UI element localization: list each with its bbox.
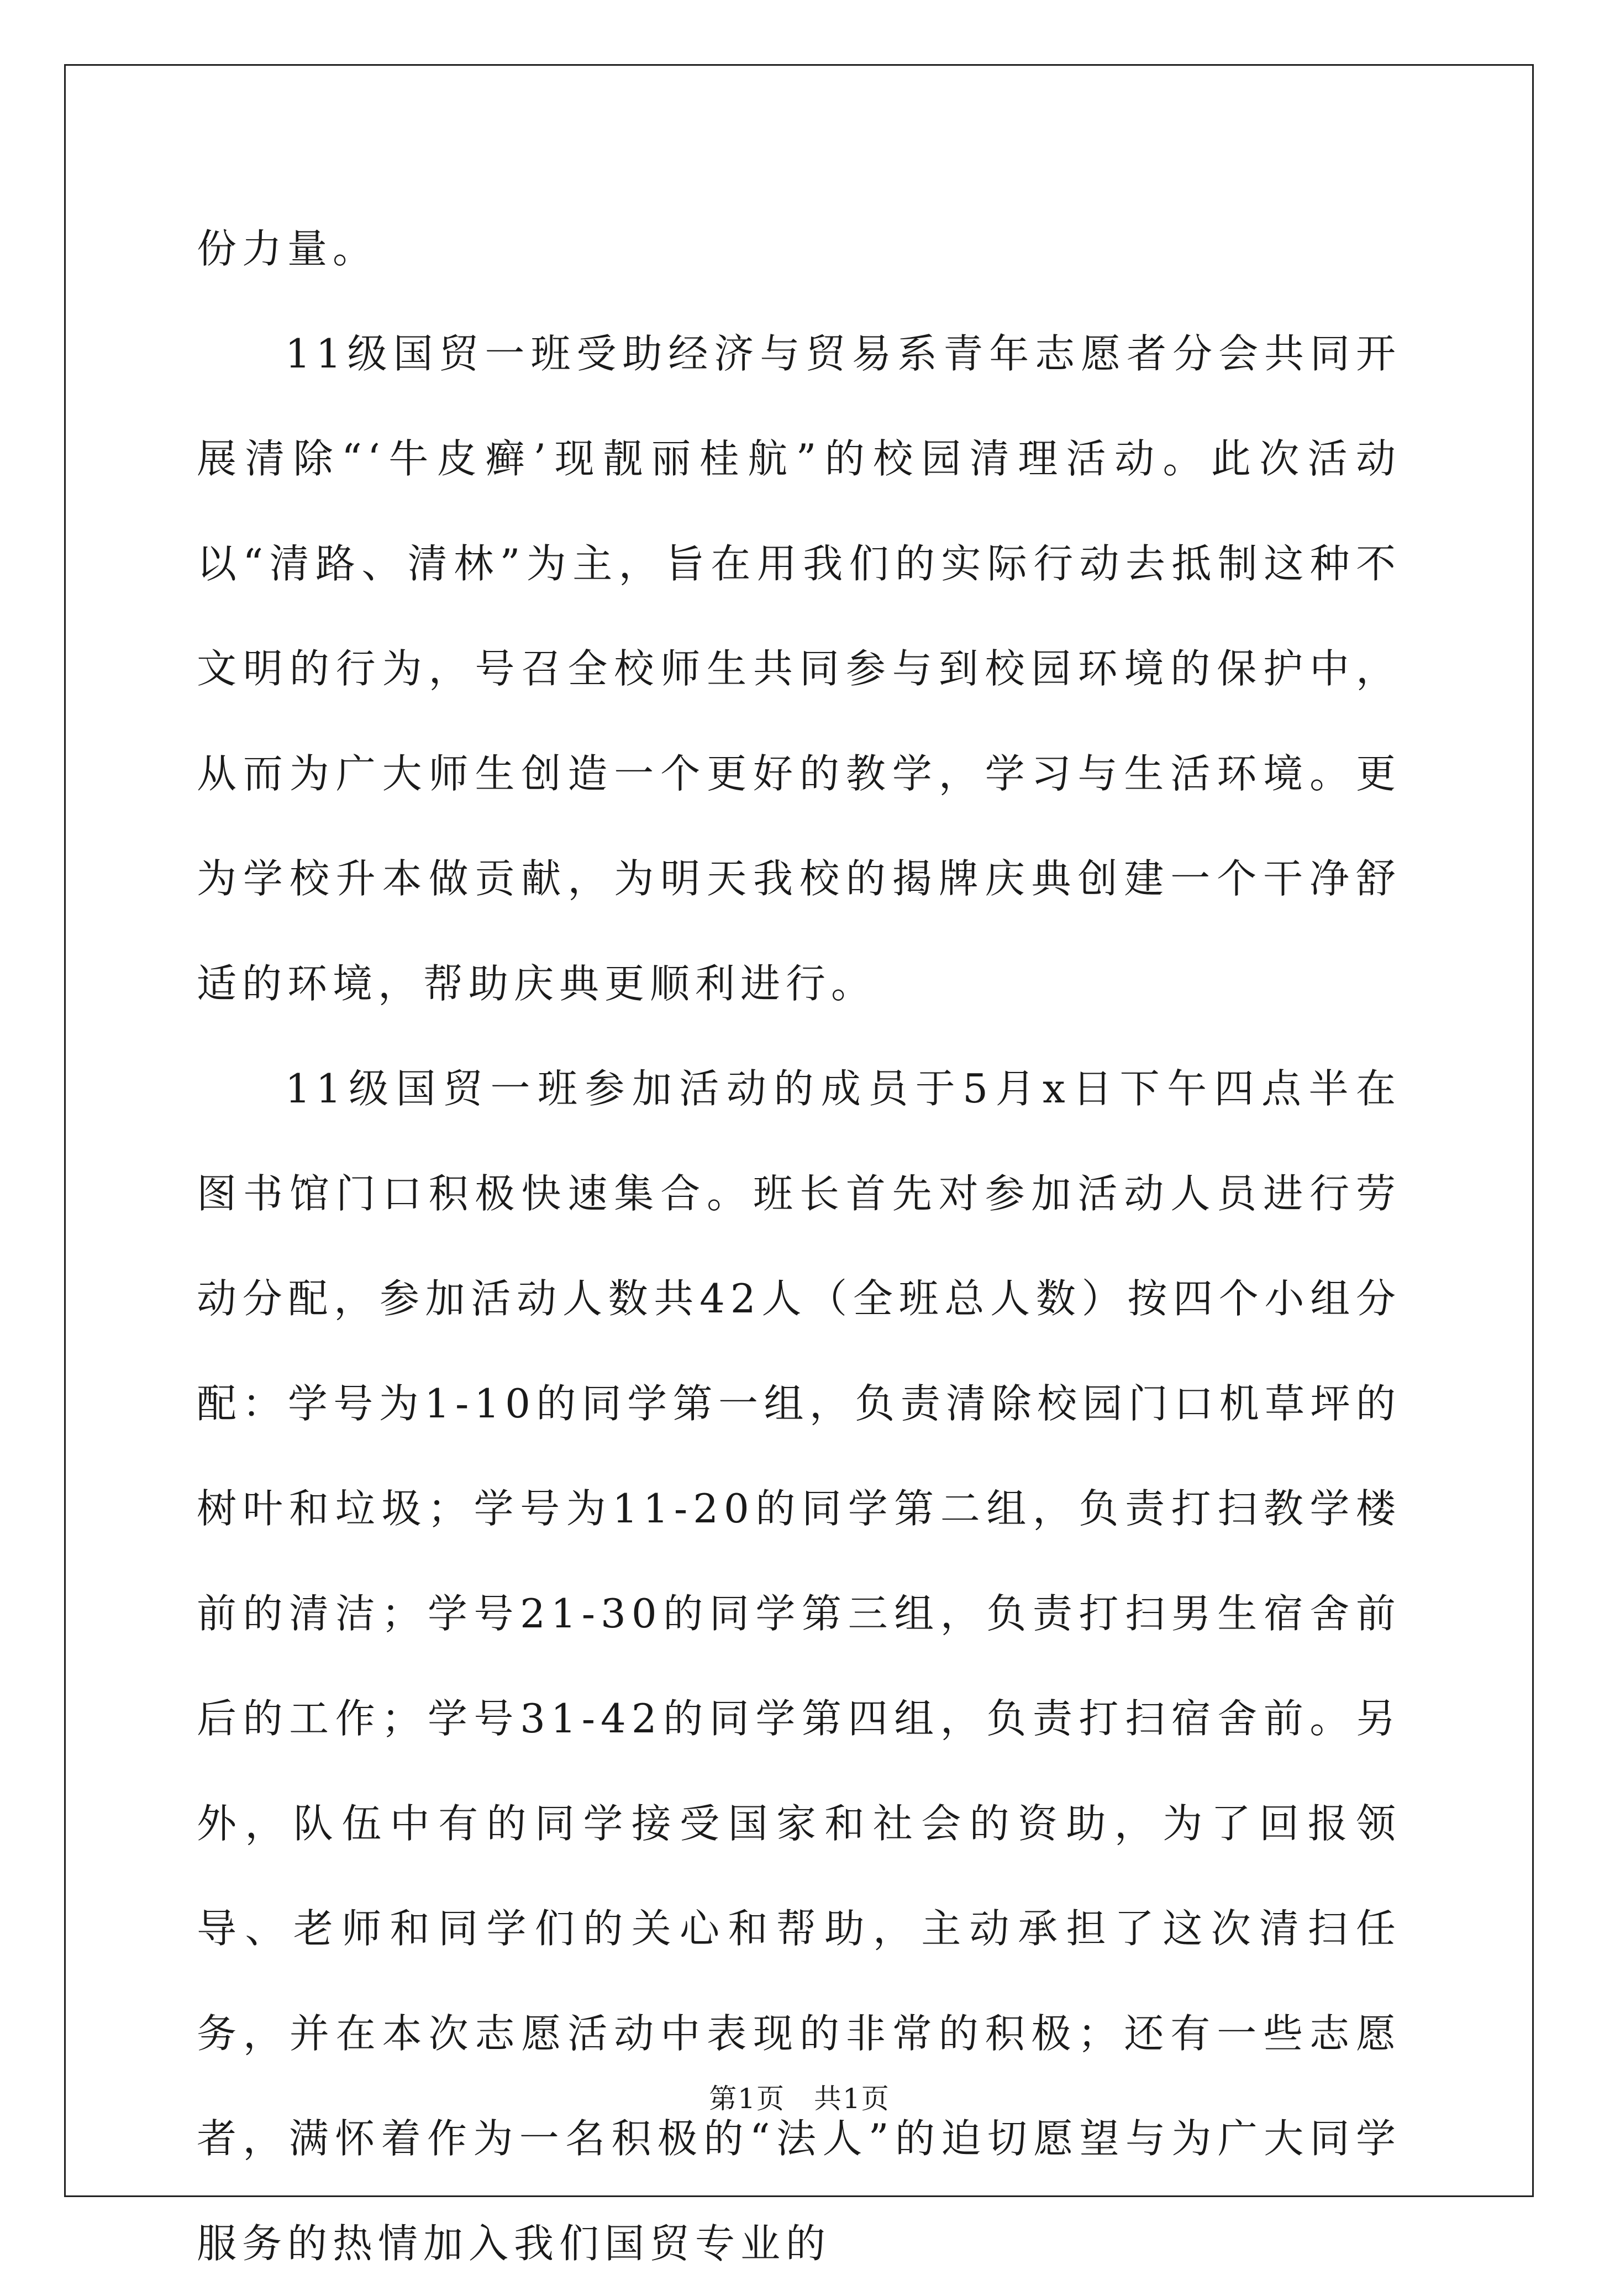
- page-footer: 第1页 共1页: [709, 2083, 890, 2115]
- paragraph-activity-details: 11级国贸一班参加活动的成员于5月x日下午四点半在图书馆门口积极快速集合。班长首先对参加活动人员进行劳动分配，参加活动人数共42人（全班总人数）按四个小组分配：学号为1-10的同学第一组，负责清除校园门口机草坪的树叶和垃圾；学号为11-20的同学第二组，负责打扫教学楼前的清洁；学号21-30的同学第三组，负责打扫男生宿舍前后的工作；学号31-42的同学第四组，负责打扫宿舍前。另外，队伍中有的同学接受国家和社会的资助，为了回报领导、老师和同学们的关心和帮助，主动承担了这次清扫任务，并在本次志愿活动中表现的非常的积极；还有一些志愿者，满怀着作为一名积极的“法人”的迫切愿望与为广大同学服务的热情加入我们国贸专业的: [197, 1065, 1401, 2267]
- document-body: [197, 196, 1401, 2296]
- paragraph-continuation: 份力量。: [197, 225, 378, 272]
- paragraph-activity-intro: 11级国贸一班受助经济与贸易系青年志愿者分会共同开展清除“‘牛皮癣’现靓丽桂航”的校园清理活动。此次活动以“清路、清林”为主，旨在用我们的实际行动去抵制这种不文明的行为，号召全校师生共同参与到校园环境的保护中，从而为广大师生创造一个更好的教学，学习与生活环境。更为学校升本做贡献，为明天我校的揭牌庆典创建一个干净舒适的环境，帮助庆典更顺利进行。: [197, 330, 1401, 1007]
